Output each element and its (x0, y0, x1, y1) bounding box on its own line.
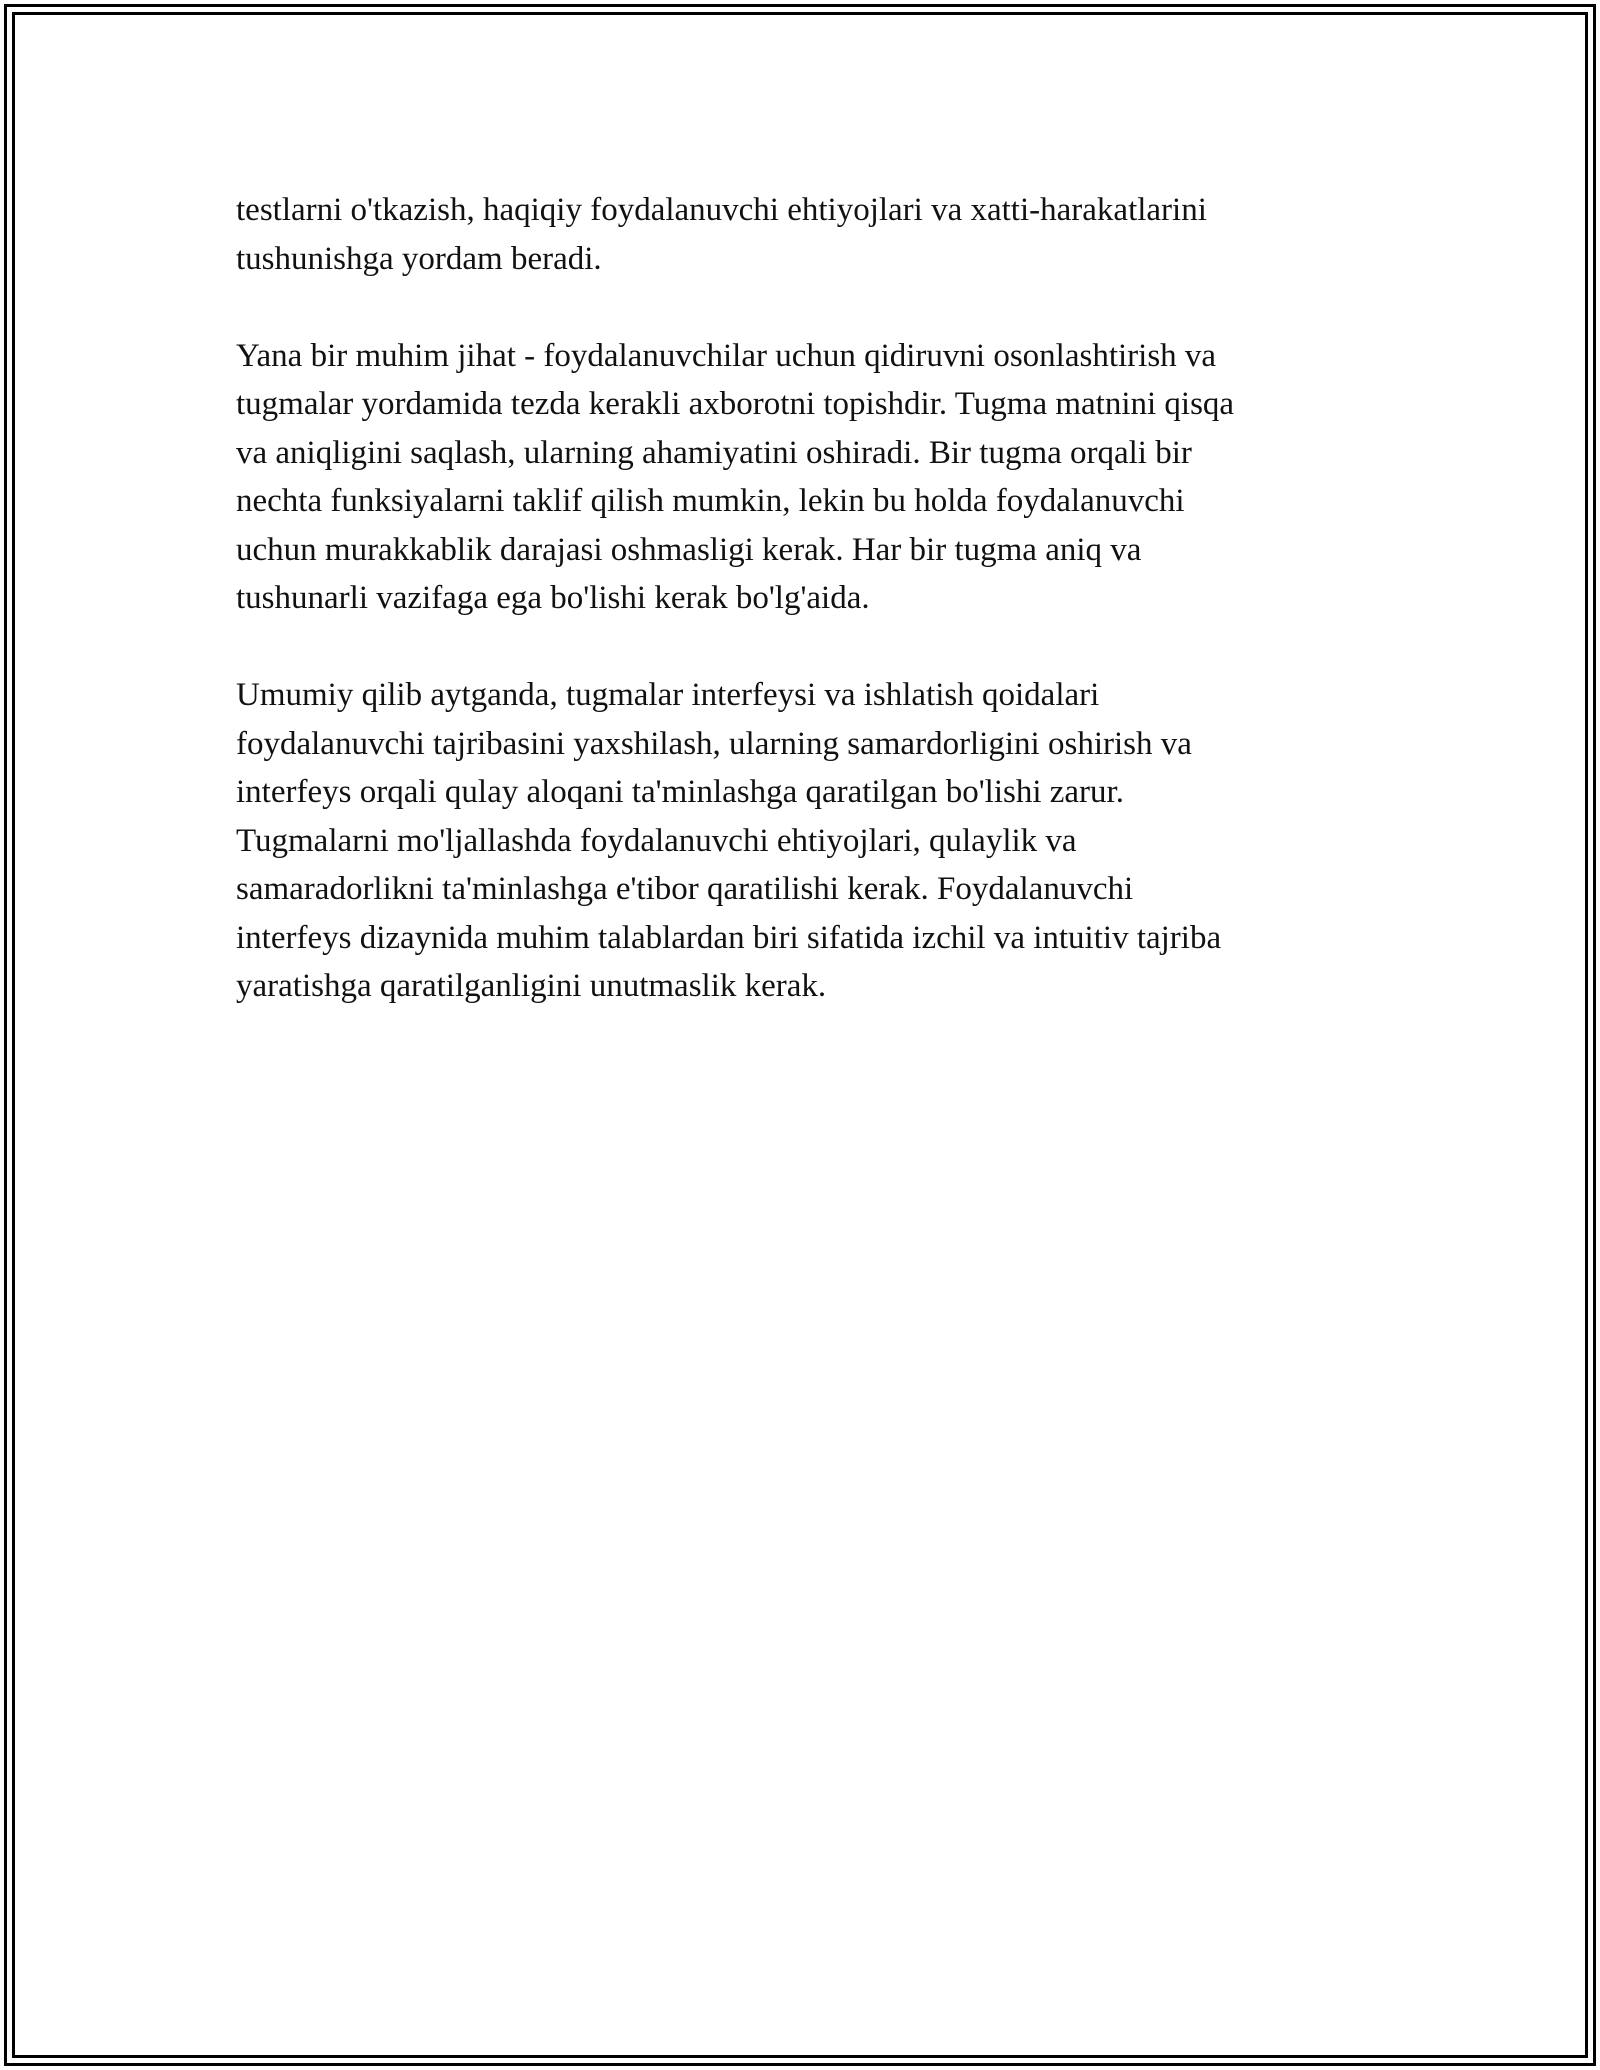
paragraph: Yana bir muhim jihat - foydalanuvchilar uchun qidiruvni osonlashtirish va tugmalar yordamida tezda kerakli axborotni topishdir. Tugma matnini qisqa va aniqligini saqlash, ularning ahamiyatini oshiradi. Bir tugma orqali bir nechta funksiyalarni taklif qilish mumkin, lekin bu holda foydalanuvchi uchun murakkablik darajasi oshmasligi kerak. Har bir tugma aniq va tushunarli vazifaga ega bo'lishi kerak bo'lg'aida. (236, 337, 1235, 616)
paragraph: testlarni o'tkazish, haqiqiy foydalanuvchi ehtiyojlari va xatti-harakatlarini tushunishga yordam beradi. (236, 192, 1207, 277)
document-body (236, 186, 1366, 1059)
paragraph: Umumiy qilib aytganda, tugmalar interfeysi va ishlatish qoidalari foydalanuvchi tajribasini yaxshilash, ularning samardorligini oshirish va interfeys orqali qulay aloqani ta'minlashga qaratilgan bo'lishi zarur. Tugmalarni mo'ljallashda foydalanuvchi ehtiyojlari, qulaylik va samaradorlikni ta'minlashga e'tibor qaratilishi kerak. Foydalanuvchi interfeys dizaynida muhim talablardan biri sifatida izchil va intuitiv tajriba yaratishga qaratilganligini unutmaslik kerak. (236, 677, 1222, 1004)
